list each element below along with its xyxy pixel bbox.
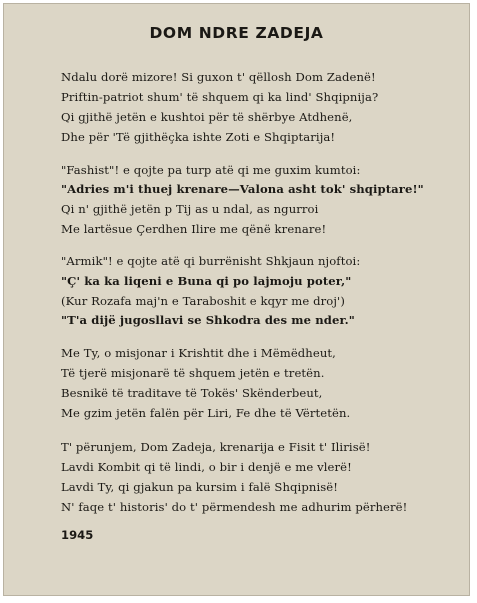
poem-line: "Ç' ka ka liqeni e Buna qi po lajmoju poter," <box>61 274 352 288</box>
poem-line: "T'a dijë jugosllavi se Shkodra des me nder." <box>61 313 355 327</box>
poem-line: "Armik"! e qojte atë qi burrënisht Shkjaun njoftoi: <box>61 254 361 268</box>
poem-line: N' faqe t' historis' do t' përmendesh me adhurim përherë! <box>61 500 408 514</box>
poem-line: (Kur Rozafa maj'n e Taraboshit e kqyr me droj') <box>61 294 345 308</box>
poem-line: Ndalu dorë mizore! Si guxon t' qëllosh Dom Zadenë! <box>61 70 376 84</box>
poem-line: Qi gjithë jetën e kushtoi për të shërbye Atdhenë, <box>61 110 353 124</box>
poem-line: Lavdi Kombit qi të lindi, o bir i denjë e me vlerë! <box>61 460 352 474</box>
poem-line: Të tjerë misjonarë të shquem jetën e tretën. <box>61 366 325 380</box>
book-page <box>3 3 470 596</box>
poem-line: Dhe për 'Të gjithëçka ishte Zoti e Shqiptarija! <box>61 130 336 144</box>
poem-line: Besnikë të traditave të Tokës' Skënderbeut, <box>61 386 323 400</box>
poem-line: "Fashist"! e qojte pa turp atë qi me guxim kumtoi: <box>61 163 361 177</box>
poem-line: Lavdi Ty, qi gjakun pa kursim i falë Shqipnisë! <box>61 480 339 494</box>
poem-line: Qi n' gjithë jetën p Tij as u ndal, as ngurroi <box>61 202 319 216</box>
poem-year: 1945 <box>61 528 94 542</box>
poem-title: DOM NDRE ZADEJA <box>149 24 324 42</box>
poem-line: Priftin-patriot shum' të shquem qi ka lind' Shqipnija? <box>61 90 379 104</box>
poem-line: Me Ty, o misjonar i Krishtit dhe i Mëmëdheut, <box>61 346 336 360</box>
poem-line: Me lartësue Çerdhen Ilire me qënë krenare! <box>61 222 327 236</box>
poem-line: Me gzim jetën falën për Liri, Fe dhe të Vërtetën. <box>61 406 351 420</box>
poem-line: T' përunjem, Dom Zadeja, krenarija e Fisit t' Ilirisë! <box>61 440 371 454</box>
poem-line: "Adries m'i thuej krenare—Valona asht tok' shqiptare!" <box>61 182 424 196</box>
